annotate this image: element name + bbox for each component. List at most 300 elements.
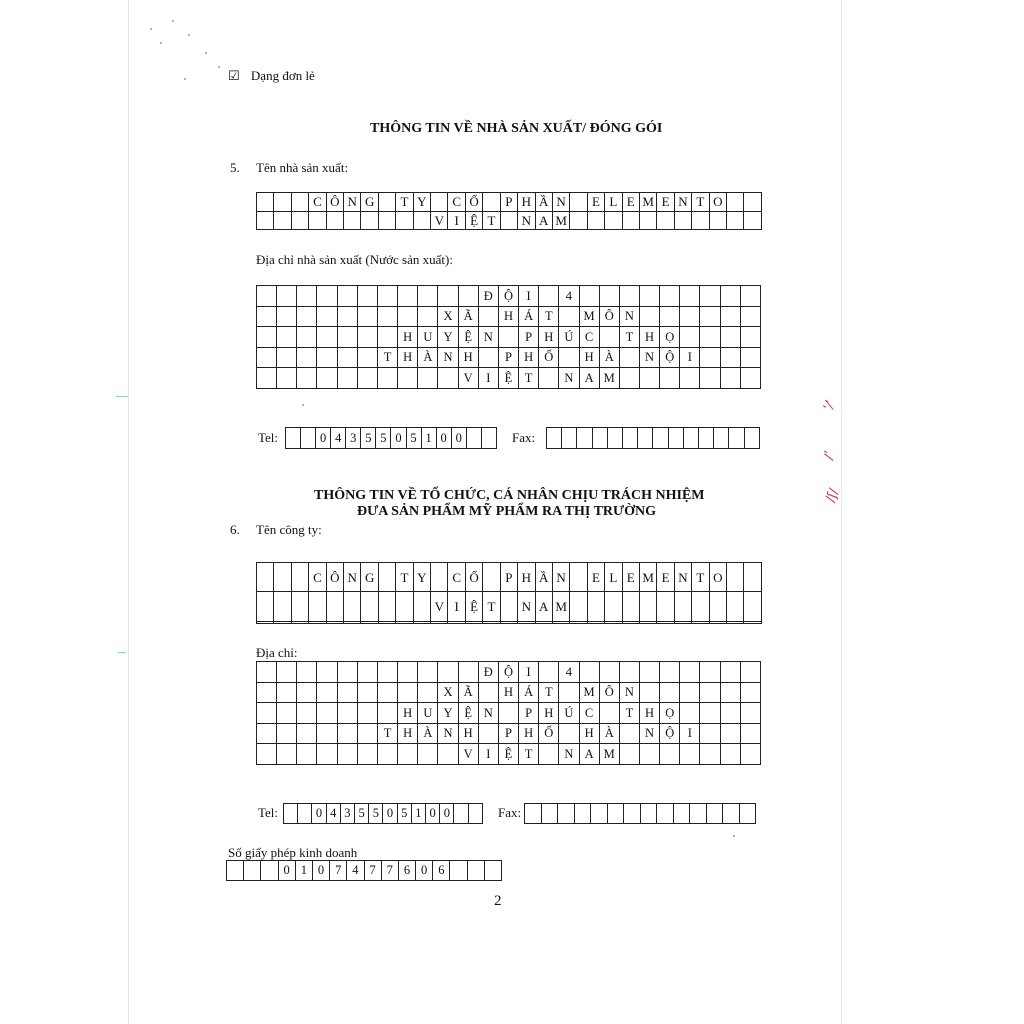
grid-cell: 0 — [440, 804, 454, 824]
grid-cell — [623, 428, 638, 449]
grid-cell — [431, 621, 448, 623]
grid-cell: N — [619, 682, 639, 703]
grid-cell — [478, 306, 498, 327]
grid-cell — [337, 306, 357, 327]
grid-cell — [692, 592, 709, 621]
grid-cell — [448, 621, 465, 623]
stamp-fragment-icon: /ʹ — [821, 449, 839, 462]
grid-cell — [690, 804, 707, 824]
grid-cell — [274, 563, 291, 592]
grid-cell — [740, 327, 760, 348]
grid-row — [257, 286, 761, 307]
grid-cell — [297, 703, 317, 724]
grid-cell — [277, 306, 297, 327]
grid-cell — [398, 662, 418, 683]
grid-cell — [244, 861, 261, 881]
grid-cell — [714, 428, 729, 449]
grid-cell: M — [579, 306, 599, 327]
grid-cell: 1 — [295, 861, 312, 881]
grid-cell: Ố — [539, 347, 559, 368]
scan-edge-mark — [116, 396, 128, 397]
grid-row — [257, 306, 761, 327]
grid-cell: 1 — [421, 428, 436, 449]
grid-cell — [657, 804, 674, 824]
grid-cell: C — [309, 563, 326, 592]
grid-cell — [297, 327, 317, 348]
grid-cell: Ệ — [498, 744, 518, 765]
grid-cell: I — [680, 723, 700, 744]
grid-cell: Ệ — [458, 703, 478, 724]
grid-cell — [599, 703, 619, 724]
grid-cell — [326, 211, 343, 230]
grid-cell: H — [518, 193, 535, 212]
grid-cell — [709, 592, 726, 621]
grid-cell — [357, 368, 377, 389]
grid-cell — [539, 744, 559, 765]
company-fax-grid — [524, 803, 756, 824]
grid-cell — [357, 682, 377, 703]
grid-cell: M — [639, 193, 656, 212]
company-name-grid — [256, 562, 762, 624]
grid-row — [257, 682, 761, 703]
manufacturer-section-title: THÔNG TIN VỀ NHÀ SẢN XUẤT/ ĐÓNG GÓI — [370, 121, 663, 136]
business-license-label: Số giấy phép kinh doanh — [228, 845, 358, 860]
grid-cell: T — [619, 327, 639, 348]
grid-cell: H — [398, 327, 418, 348]
business-license-grid — [226, 860, 502, 881]
grid-cell: N — [478, 327, 498, 348]
grid-cell — [587, 592, 604, 621]
grid-cell — [277, 723, 297, 744]
grid-cell — [257, 703, 277, 724]
grid-cell: Ú — [559, 327, 579, 348]
grid-cell: Ổ — [465, 563, 482, 592]
grid-cell: 3 — [340, 804, 354, 824]
grid-row — [257, 347, 761, 368]
grid-row — [257, 368, 761, 389]
grid-cell — [653, 428, 668, 449]
grid-cell — [570, 211, 587, 230]
grid-row — [257, 563, 762, 592]
grid-cell — [398, 306, 418, 327]
grid-cell — [660, 306, 680, 327]
grid-cell — [298, 804, 312, 824]
grid-cell: 0 — [436, 428, 451, 449]
grid-cell — [413, 592, 430, 621]
company-tel-label: Tel: — [258, 805, 279, 820]
grid-cell: E — [657, 563, 674, 592]
grid-cell — [622, 592, 639, 621]
grid-cell: C — [579, 703, 599, 724]
grid-cell — [378, 211, 395, 230]
grid-cell: Ệ — [465, 211, 482, 230]
grid-cell — [570, 621, 587, 623]
grid-cell: N — [619, 306, 639, 327]
grid-cell — [558, 804, 575, 824]
grid-cell — [297, 306, 317, 327]
grid-cell — [683, 428, 698, 449]
grid-cell — [700, 703, 720, 724]
manufacturer-address-label: Địa chỉ nhà sản xuất (Nước sản xuất): — [256, 252, 453, 267]
grid-cell — [720, 347, 740, 368]
grid-cell — [398, 744, 418, 765]
grid-cell: U — [418, 327, 438, 348]
grid-cell — [377, 368, 397, 389]
grid-cell — [619, 347, 639, 368]
grid-cell — [337, 368, 357, 389]
grid-cell — [605, 211, 622, 230]
grid-row — [257, 723, 761, 744]
grid-cell — [680, 368, 700, 389]
grid-cell — [639, 621, 656, 623]
grid-cell — [599, 662, 619, 683]
grid-cell: 3 — [346, 428, 361, 449]
grid-cell — [740, 306, 760, 327]
grid-cell — [700, 327, 720, 348]
grid-cell: Ầ — [535, 563, 552, 592]
grid-cell: 0 — [278, 861, 295, 881]
grid-cell — [660, 286, 680, 307]
grid-cell — [291, 193, 308, 212]
grid-cell — [539, 662, 559, 683]
grid-cell — [700, 662, 720, 683]
grid-cell: Ô — [599, 306, 619, 327]
grid-row — [257, 193, 762, 212]
grid-cell: H — [458, 723, 478, 744]
grid-cell: C — [309, 193, 326, 212]
grid-cell — [377, 662, 397, 683]
grid-cell — [478, 682, 498, 703]
grid-cell: N — [674, 563, 691, 592]
item-number: 6. — [230, 522, 240, 537]
company-name-label: Tên công ty: — [256, 522, 322, 537]
grid-cell — [720, 723, 740, 744]
grid-cell — [726, 211, 743, 230]
grid-cell: N — [518, 211, 535, 230]
grid-cell: 7 — [364, 861, 381, 881]
grid-cell: E — [587, 193, 604, 212]
company-tel-grid — [283, 803, 483, 824]
grid-cell — [639, 744, 659, 765]
grid-row — [257, 744, 761, 765]
grid-cell: M — [552, 592, 569, 621]
grid-cell: Y — [438, 703, 458, 724]
grid-cell — [619, 368, 639, 389]
grid-cell — [640, 804, 657, 824]
grid-cell — [277, 744, 297, 765]
manufacturer-tel-label: Tel: — [258, 430, 279, 445]
grid-cell — [607, 804, 624, 824]
grid-cell — [438, 286, 458, 307]
grid-cell — [378, 621, 395, 623]
grid-cell — [680, 744, 700, 765]
grid-cell — [286, 428, 301, 449]
grid-cell — [317, 723, 337, 744]
grid-cell — [257, 286, 277, 307]
grid-cell — [500, 211, 517, 230]
grid-cell — [431, 193, 448, 212]
grid-cell: N — [478, 703, 498, 724]
grid-cell — [450, 861, 467, 881]
grid-cell — [357, 723, 377, 744]
grid-cell: Y — [438, 327, 458, 348]
grid-cell — [591, 804, 608, 824]
grid-cell: V — [431, 211, 448, 230]
grid-cell: 0 — [416, 861, 433, 881]
grid-cell — [500, 621, 517, 623]
grid-cell — [377, 682, 397, 703]
grid-cell — [740, 347, 760, 368]
grid-cell — [592, 428, 607, 449]
grid-cell: T — [377, 347, 397, 368]
grid-cell — [740, 682, 760, 703]
grid-cell — [660, 682, 680, 703]
grid-cell: Ệ — [458, 327, 478, 348]
grid-cell — [619, 723, 639, 744]
grid-cell: Ộ — [498, 286, 518, 307]
grid-cell — [619, 744, 639, 765]
grid-cell — [639, 286, 659, 307]
grid-cell — [744, 592, 762, 621]
grid-cell — [720, 682, 740, 703]
grid-cell — [720, 368, 740, 389]
company-section-title-line1: THÔNG TIN VỀ TỔ CHỨC, CÁ NHÂN CHỊU TRÁCH NHIỆM — [314, 488, 705, 503]
grid-cell — [396, 211, 413, 230]
grid-cell: N — [639, 723, 659, 744]
company-address-grid — [256, 661, 761, 765]
grid-cell — [467, 861, 484, 881]
grid-cell: E — [657, 193, 674, 212]
grid-cell: M — [552, 211, 569, 230]
grid-cell: P — [498, 723, 518, 744]
grid-cell — [309, 621, 326, 623]
grid-cell — [699, 428, 714, 449]
grid-cell: 0 — [391, 428, 406, 449]
page-number: 2 — [494, 893, 502, 909]
grid-cell — [726, 193, 743, 212]
grid-cell — [396, 621, 413, 623]
grid-cell: M — [599, 368, 619, 389]
grid-cell — [277, 703, 297, 724]
grid-cell — [317, 286, 337, 307]
grid-cell — [639, 368, 659, 389]
manufacturer-address-grid — [256, 285, 761, 389]
grid-cell — [277, 286, 297, 307]
grid-cell — [622, 211, 639, 230]
grid-cell: X — [438, 682, 458, 703]
grid-cell — [579, 286, 599, 307]
grid-cell: Ộ — [498, 662, 518, 683]
grid-cell: T — [396, 563, 413, 592]
item-number: 5. — [230, 160, 240, 175]
grid-cell — [438, 368, 458, 389]
grid-cell — [337, 286, 357, 307]
grid-cell — [570, 193, 587, 212]
grid-cell — [547, 428, 562, 449]
grid-cell — [720, 744, 740, 765]
grid-cell: Ệ — [465, 592, 482, 621]
grid-cell — [466, 428, 481, 449]
grid-cell — [498, 327, 518, 348]
manufacturer-tel-grid — [285, 427, 497, 449]
grid-cell — [344, 211, 361, 230]
grid-cell — [577, 428, 592, 449]
grid-cell: I — [478, 368, 498, 389]
grid-cell — [337, 744, 357, 765]
grid-cell: À — [599, 723, 619, 744]
grid-cell: T — [692, 563, 709, 592]
grid-cell — [357, 347, 377, 368]
grid-cell — [277, 682, 297, 703]
grid-cell — [657, 621, 674, 623]
grid-cell — [357, 327, 377, 348]
grid-cell: M — [579, 682, 599, 703]
grid-cell — [274, 211, 291, 230]
grid-cell: Á — [519, 682, 539, 703]
grid-cell — [720, 703, 740, 724]
grid-cell — [639, 592, 656, 621]
grid-cell: A — [535, 211, 552, 230]
grid-cell — [357, 744, 377, 765]
grid-cell — [559, 723, 579, 744]
grid-cell: Đ — [478, 662, 498, 683]
grid-cell: P — [500, 193, 517, 212]
grid-cell: O — [709, 563, 726, 592]
grid-cell — [309, 211, 326, 230]
grid-cell — [559, 347, 579, 368]
grid-cell: H — [398, 723, 418, 744]
grid-cell — [418, 682, 438, 703]
grid-cell: Ô — [599, 682, 619, 703]
grid-cell — [274, 592, 291, 621]
grid-cell — [357, 286, 377, 307]
grid-cell — [680, 682, 700, 703]
single-form-option — [228, 68, 315, 84]
grid-cell: N — [438, 723, 458, 744]
grid-cell: N — [344, 563, 361, 592]
grid-row — [257, 621, 762, 623]
grid-cell: M — [599, 744, 619, 765]
grid-cell — [622, 621, 639, 623]
grid-cell: Ố — [539, 723, 559, 744]
grid-cell: Ộ — [660, 347, 680, 368]
grid-cell — [326, 621, 343, 623]
grid-cell: N — [639, 347, 659, 368]
grid-cell — [398, 682, 418, 703]
grid-cell — [274, 193, 291, 212]
grid-cell — [413, 211, 430, 230]
grid-cell: N — [438, 347, 458, 368]
grid-cell — [418, 306, 438, 327]
grid-cell: H — [539, 703, 559, 724]
grid-cell — [337, 662, 357, 683]
grid-cell — [639, 306, 659, 327]
grid-cell — [587, 621, 604, 623]
manufacturer-name-label: Tên nhà sản xuất: — [256, 160, 349, 175]
grid-cell — [709, 621, 726, 623]
grid-cell — [673, 804, 690, 824]
grid-cell — [378, 592, 395, 621]
grid-cell — [660, 744, 680, 765]
company-fax-label: Fax: — [498, 805, 522, 820]
grid-cell: 0 — [383, 804, 397, 824]
grid-cell — [378, 563, 395, 592]
grid-cell — [700, 723, 720, 744]
grid-cell — [257, 723, 277, 744]
grid-cell: L — [605, 193, 622, 212]
grid-cell — [720, 327, 740, 348]
grid-cell — [309, 592, 326, 621]
grid-cell: H — [498, 682, 518, 703]
grid-cell: Y — [413, 193, 430, 212]
grid-cell: C — [448, 563, 465, 592]
grid-cell — [284, 804, 298, 824]
grid-cell — [709, 211, 726, 230]
grid-cell — [377, 286, 397, 307]
grid-cell: 4 — [559, 662, 579, 683]
grid-cell — [257, 563, 274, 592]
grid-cell — [297, 662, 317, 683]
grid-cell — [700, 744, 720, 765]
grid-cell — [639, 682, 659, 703]
grid-cell — [478, 347, 498, 368]
grid-cell — [726, 592, 743, 621]
grid-cell — [257, 682, 277, 703]
grid-cell — [317, 703, 337, 724]
grid-cell: I — [680, 347, 700, 368]
grid-cell — [337, 327, 357, 348]
grid-cell — [744, 428, 759, 449]
grid-cell: N — [518, 592, 535, 621]
grid-cell — [723, 804, 740, 824]
grid-cell — [657, 211, 674, 230]
grid-cell — [418, 744, 438, 765]
grid-cell — [674, 211, 691, 230]
grid-cell — [729, 428, 744, 449]
grid-cell: Ã — [458, 306, 478, 327]
grid-cell: I — [448, 592, 465, 621]
grid-cell — [744, 211, 762, 230]
grid-cell — [599, 286, 619, 307]
grid-cell: N — [344, 193, 361, 212]
grid-cell — [458, 662, 478, 683]
grid-cell — [361, 211, 378, 230]
grid-cell: G — [361, 563, 378, 592]
grid-cell — [227, 861, 244, 881]
grid-cell — [639, 211, 656, 230]
grid-cell — [740, 286, 760, 307]
grid-cell — [257, 193, 274, 212]
grid-cell — [413, 621, 430, 623]
grid-cell — [277, 662, 297, 683]
grid-cell: E — [622, 563, 639, 592]
grid-cell: Y — [413, 563, 430, 592]
grid-cell: I — [519, 286, 539, 307]
grid-cell: H — [539, 327, 559, 348]
grid-cell: C — [579, 327, 599, 348]
grid-cell — [574, 804, 591, 824]
grid-cell — [257, 744, 277, 765]
grid-cell — [398, 368, 418, 389]
grid-cell — [483, 563, 500, 592]
grid-cell — [500, 592, 517, 621]
grid-cell — [619, 286, 639, 307]
grid-cell: H — [579, 347, 599, 368]
grid-cell — [700, 682, 720, 703]
grid-row — [227, 861, 502, 881]
grid-cell — [257, 211, 274, 230]
grid-row — [257, 327, 761, 348]
